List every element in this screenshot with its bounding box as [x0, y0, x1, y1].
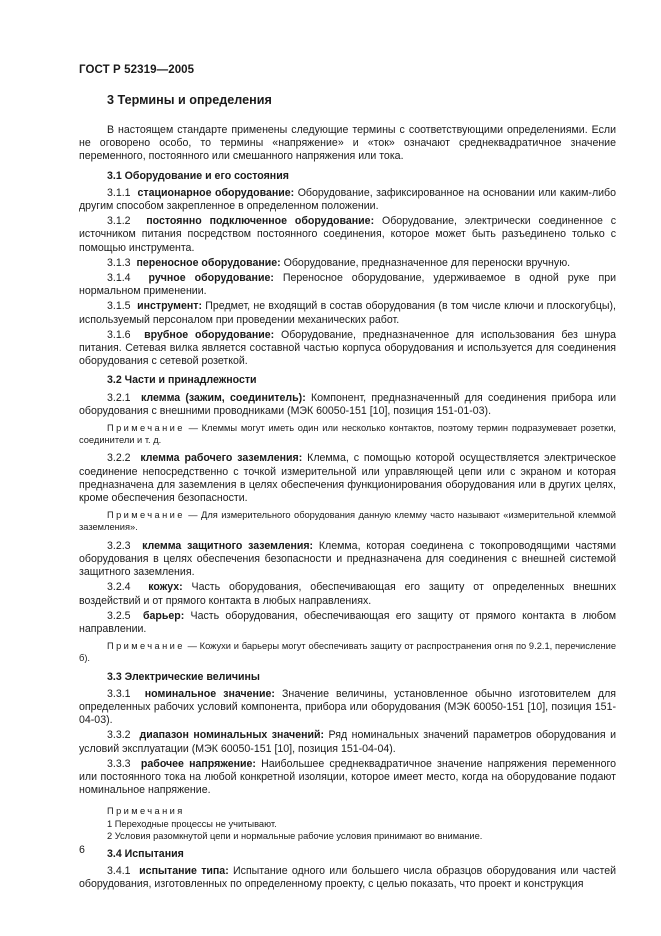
term-number: 3.1.5 [107, 300, 131, 313]
term-definition: Оборудование, предназначенное для переноски вручную. [280, 256, 571, 269]
term-number: 3.1.1 [107, 186, 131, 199]
term-name: диапазон номинальных значений: [139, 729, 325, 742]
term-name: переносное оборудование: [136, 256, 281, 269]
term-name: барьер: [143, 609, 185, 622]
page-number: 6 [79, 844, 85, 856]
note-label: Примечание [107, 641, 185, 652]
term-number: 3.3.2 [107, 729, 131, 742]
term-number: 3.1.4 [107, 272, 131, 285]
term-name: инструмент: [137, 300, 203, 313]
notes-3-3-3 [107, 805, 616, 842]
term-definition: Компонент, предназначенный для соединения прибора или оборудования с внешними проводниками (МЭК 60050-151 [10], позиция 151-01-03). [79, 391, 616, 417]
term-definition: Клемма, которая соединена с токопроводящими частями оборудования в целях обеспечения безопасности и предназначена для соединения с внешней системой защитного заземления. [79, 539, 616, 579]
term-3-3-3 [79, 758, 616, 798]
term-3-2-5 [79, 610, 616, 636]
term-3-2-2 [79, 452, 616, 505]
subsection-title-3-1: 3.1 Оборудование и его состояния [107, 169, 289, 182]
term-definition: Испытание одного или большего числа образцов оборудования или частей оборудования, изготовленных по определенному проекту, с целью показать, что проект и конструкция [79, 865, 617, 891]
term-definition: Оборудование, электрически соединенное с источником питания посредством постоянного соединения, которое может быть разъединено только с помощью инструмента. [79, 215, 616, 254]
term-name: клемма рабочего заземления: [140, 452, 303, 465]
term-3-1-4 [79, 272, 616, 298]
term-name: стационарное оборудование: [137, 186, 295, 199]
term-3-1-6 [79, 329, 616, 369]
term-definition: Переносное оборудование, удерживаемое в одной руке при нормальном применении. [79, 272, 617, 298]
term-number: 3.3.3 [107, 757, 131, 770]
note-text: — Клеммы могут иметь один или несколько контактов, поэтому термин подразумевает розетки, соединители и т. д. [79, 423, 616, 446]
page-content [79, 92, 616, 894]
term-3-1-1 [79, 187, 616, 213]
term-3-3-1 [79, 688, 616, 728]
term-definition: Часть оборудования, обеспечивающая его защиту от прямого контакта в любом направлении. [79, 609, 616, 635]
term-number: 3.2.4 [107, 581, 131, 594]
term-3-1-2 [79, 215, 616, 255]
term-number: 3.2.1 [107, 391, 131, 404]
term-definition: Ряд номинальных значений параметров оборудования и условий эксплуатации (МЭК 60050-151 [10], позиция 151-04-04). [79, 729, 617, 755]
term-name: клемма (зажим, соединитель): [140, 391, 306, 404]
term-name: рабочее напряжение: [140, 757, 256, 770]
term-number: 3.2.2 [107, 452, 131, 465]
section-intro: В настоящем стандарте применены следующие термины с соответствующими определениями. Если не оговорено особо, то термины «напряжение» и «ток» означают среднеквадратичное значение переменного, постоянного или смешанного напряжения или тока. [79, 124, 616, 163]
note-text: — Кожухи и барьеры могут обеспечивать защиту от распространения огня по 9.2.1, перечисление б). [79, 641, 616, 664]
notes-label: Примечания [107, 806, 185, 817]
term-3-2-4 [79, 581, 616, 607]
term-name: номинальное значение: [144, 687, 275, 700]
note-label: Примечание [107, 510, 185, 521]
term-definition: Предмет, не входящий в состав оборудования (в том числе ключи и плоскогубцы), используемый персоналом при проведении механических работ. [79, 300, 617, 326]
subsection-title-3-4: 3.4 Испытания [107, 847, 184, 860]
term-definition: Оборудование, зафиксированное на основании или каким-либо другим способом закрепленное в определенном положении. [79, 186, 617, 213]
note-label: Примечание [107, 423, 185, 434]
term-3-2-3 [79, 540, 616, 580]
note-item-1: 1 Переходные процессы не учитывают. [107, 818, 277, 829]
term-definition: Часть оборудования, обеспечивающая его защиту от определенных внешних воздействий и от прямого контакта в любых направлениях. [79, 581, 616, 607]
term-number: 3.2.5 [107, 609, 131, 622]
term-3-1-5 [79, 300, 616, 326]
subsection-title-3-3: 3.3 Электрические величины [107, 670, 260, 683]
note-3-2-2 [79, 509, 616, 533]
term-definition: Значение величины, установленное обычно изготовителем для определенных рабочих условий компонента, прибора или оборудования (МЭК 60050-151 [10], позиция 151-04-03). [79, 687, 616, 727]
term-number: 3.1.6 [107, 328, 131, 341]
subsection-title-3-2: 3.2 Части и принадлежности [107, 374, 257, 387]
term-name: постоянно подключенное оборудование: [146, 215, 375, 228]
term-name: клемма защитного заземления: [142, 539, 314, 552]
term-definition: Оборудование, предназначенное для использования без шнура питания. Сетевая вилка является составной частью корпуса оборудования и используется для соединения оборудования с сетевой розеткой. [79, 328, 616, 368]
term-3-3-2 [79, 729, 616, 755]
section-title: 3 Термины и определения [107, 93, 272, 107]
note-text: — Для измерительного оборудования данную клемму часто называют «измерительной клеммой заземления». [79, 510, 616, 533]
term-3-4-1 [79, 865, 616, 891]
term-definition: Наибольшее среднеквадратичное значение напряжения переменного или постоянного тока на любой конкретной изоляции, которое имеет место, когда на оборудование подают номинальное напряжение. [79, 757, 616, 797]
term-number: 3.2.3 [107, 539, 131, 552]
term-number: 3.1.3 [107, 256, 131, 269]
term-number: 3.3.1 [107, 687, 131, 700]
term-definition: Клемма, с помощью которой осуществляется электрическое соединение непосредственно с точкой измерительной или управляющей цепи или с экраном и которая предназначена для заземления в целях обеспечения функционирования оборудования или в других целях, кроме обеспечения безопасности. [79, 452, 616, 505]
term-name: ручное оборудование: [148, 272, 274, 285]
term-number: 3.1.2 [107, 215, 131, 228]
note-3-2-5 [79, 640, 616, 664]
note-3-2-1 [79, 422, 616, 446]
term-name: кожух: [148, 581, 183, 594]
term-number: 3.4.1 [107, 865, 131, 878]
term-name: врубное оборудование: [144, 328, 275, 341]
standard-code-header: ГОСТ Р 52319—2005 [79, 64, 195, 76]
term-3-1-3 [79, 257, 616, 270]
term-3-2-1 [79, 392, 616, 418]
note-item-2: 2 Условия разомкнутой цепи и нормальные рабочие условия принимают во внимание. [107, 830, 483, 841]
term-name: испытание типа: [139, 865, 229, 878]
